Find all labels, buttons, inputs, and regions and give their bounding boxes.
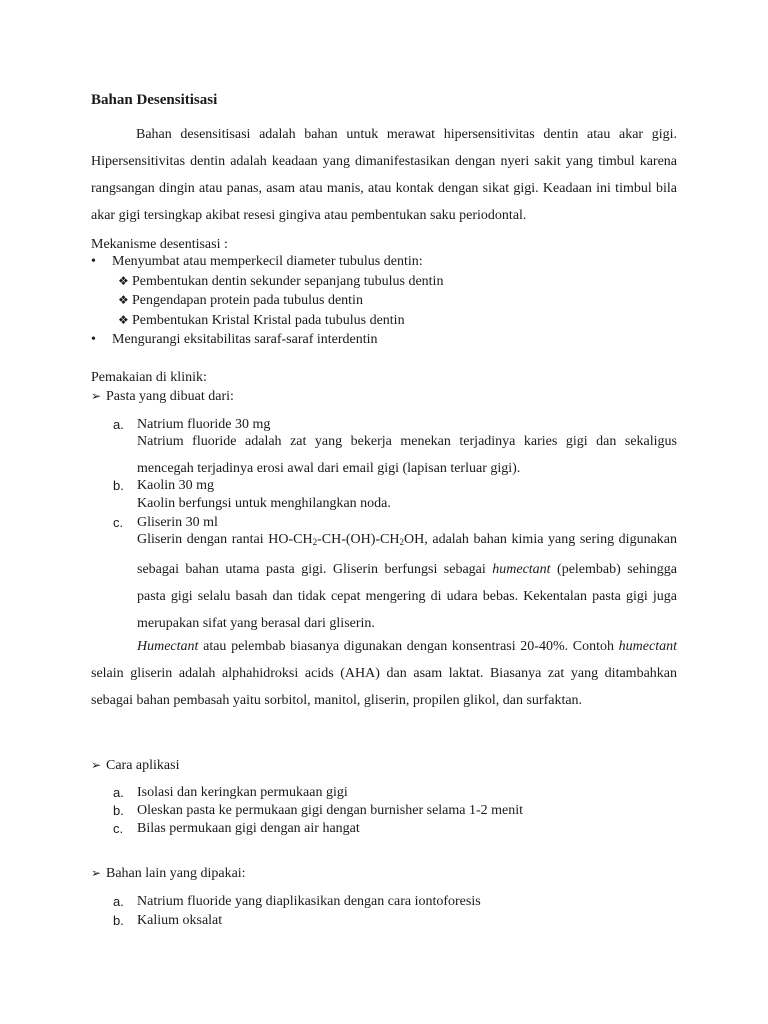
bahan-lain-item: Kalium oksalat: [137, 913, 223, 928]
intro-text: Bahan desensitisasi adalah bahan untuk merawat hipersensitivitas dentin atau akar gigi. Hipersensitivitas dentin adalah keadaan yang dimanifestasikan dengan nyeri sakit yang timbul karena rangsangan dingin atau panas, asam atau manis, atau kontak dengan sikat gigi. Keadaan ini timbul bila akar gigi tersingkap akibat resesi gingiva atau pembentukan saku periodontal.: [91, 127, 677, 223]
mekanisme-bullet-2: • Mengurangi eksitabilitas saraf-saraf interdentin: [112, 331, 378, 349]
intro-paragraph: [91, 121, 677, 229]
diamond-bullet-icon: ❖: [118, 313, 129, 327]
diamond-bullet-icon: ❖: [118, 274, 129, 288]
arrow-bullet-icon: ➢: [91, 389, 102, 403]
list-marker: c.: [113, 515, 124, 530]
pasta-item-desc: Natrium fluoride adalah zat yang bekerja menekan terjadinya karies gigi dan sekaligus mencegah terjadinya erosi awal dari email gigi (lapisan terluar gigi).: [137, 434, 677, 476]
pasta-item-name: Gliserin 30 ml: [137, 515, 218, 530]
diamond-bullet-icon: ❖: [118, 293, 129, 307]
bahan-lain-item: Natrium fluoride yang diaplikasikan dengan cara iontoforesis: [137, 894, 481, 909]
cara-item: Bilas permukaan gigi dengan air hangat: [137, 821, 360, 836]
list-marker: b.: [113, 803, 124, 818]
pasta-item-desc: Kaolin berfungsi untuk menghilangkan noda.: [137, 496, 391, 511]
gliserin-description: Gliserin dengan rantai $HO-CH_2-CH-(OH)-CH_2OH$, adalah bahan kimia yang sering digunakan sebagai bahan utama pasta gigi. Gliserin berfungsi sebagai humectant (pelembab) sehingga pasta gigi selalu basah dan tidak cepat mengering di udara bebas. Kekentalan pasta gigi juga merupakan sifat yang berasal dari gliserin.: [137, 532, 678, 631]
mekanisme-bullet-1: • Menyumbat atau memperkecil diameter tubulus dentin:: [112, 253, 423, 271]
arrow-bullet-icon: ➢: [91, 758, 102, 772]
arrow-bullet-icon: ➢: [91, 866, 102, 880]
cara-heading: ➢ Cara aplikasi: [91, 758, 180, 773]
list-marker: b.: [113, 478, 124, 493]
sub-item: ❖ Pengendapan protein pada tubulus dentin: [118, 293, 363, 308]
pasta-item-name: Kaolin 30 mg: [137, 478, 214, 493]
cara-item: Isolasi dan keringkan permukaan gigi: [137, 785, 348, 800]
list-marker: a.: [113, 417, 124, 432]
list-marker: b.: [113, 913, 124, 928]
list-marker: a.: [113, 894, 124, 909]
list-marker: a.: [113, 785, 124, 800]
humectant-paragraph: Humectant atau pelembab biasanya digunakan dengan konsentrasi 20-40%. Contoh humectant selain gliserin adalah alphahidroksi acids (AHA) dan asam laktat. Biasanya zat yang ditambahkan sebagai bahan pembasah yaitu sorbitol, manitol, gliserin, propilen glikol, dan surfaktan.: [91, 639, 677, 708]
pemakaian-label: Pemakaian di klinik:: [91, 370, 207, 385]
sub-item: ❖ Pembentukan dentin sekunder sepanjang tubulus dentin: [118, 274, 444, 289]
list-marker: c.: [113, 821, 124, 836]
page-title: Bahan Desensitisasi: [91, 92, 218, 108]
bahan-lain-heading: ➢ Bahan lain yang dipakai:: [91, 866, 246, 881]
pasta-item-name: Natrium fluoride 30 mg: [137, 417, 271, 432]
pasta-heading: ➢ Pasta yang dibuat dari:: [91, 389, 234, 404]
cara-item: Oleskan pasta ke permukaan gigi dengan burnisher selama 1-2 menit: [137, 803, 524, 818]
mekanisme-label: Mekanisme desentisasi :: [91, 237, 228, 252]
sub-item: ❖ Pembentukan Kristal Kristal pada tubulus dentin: [118, 313, 405, 328]
